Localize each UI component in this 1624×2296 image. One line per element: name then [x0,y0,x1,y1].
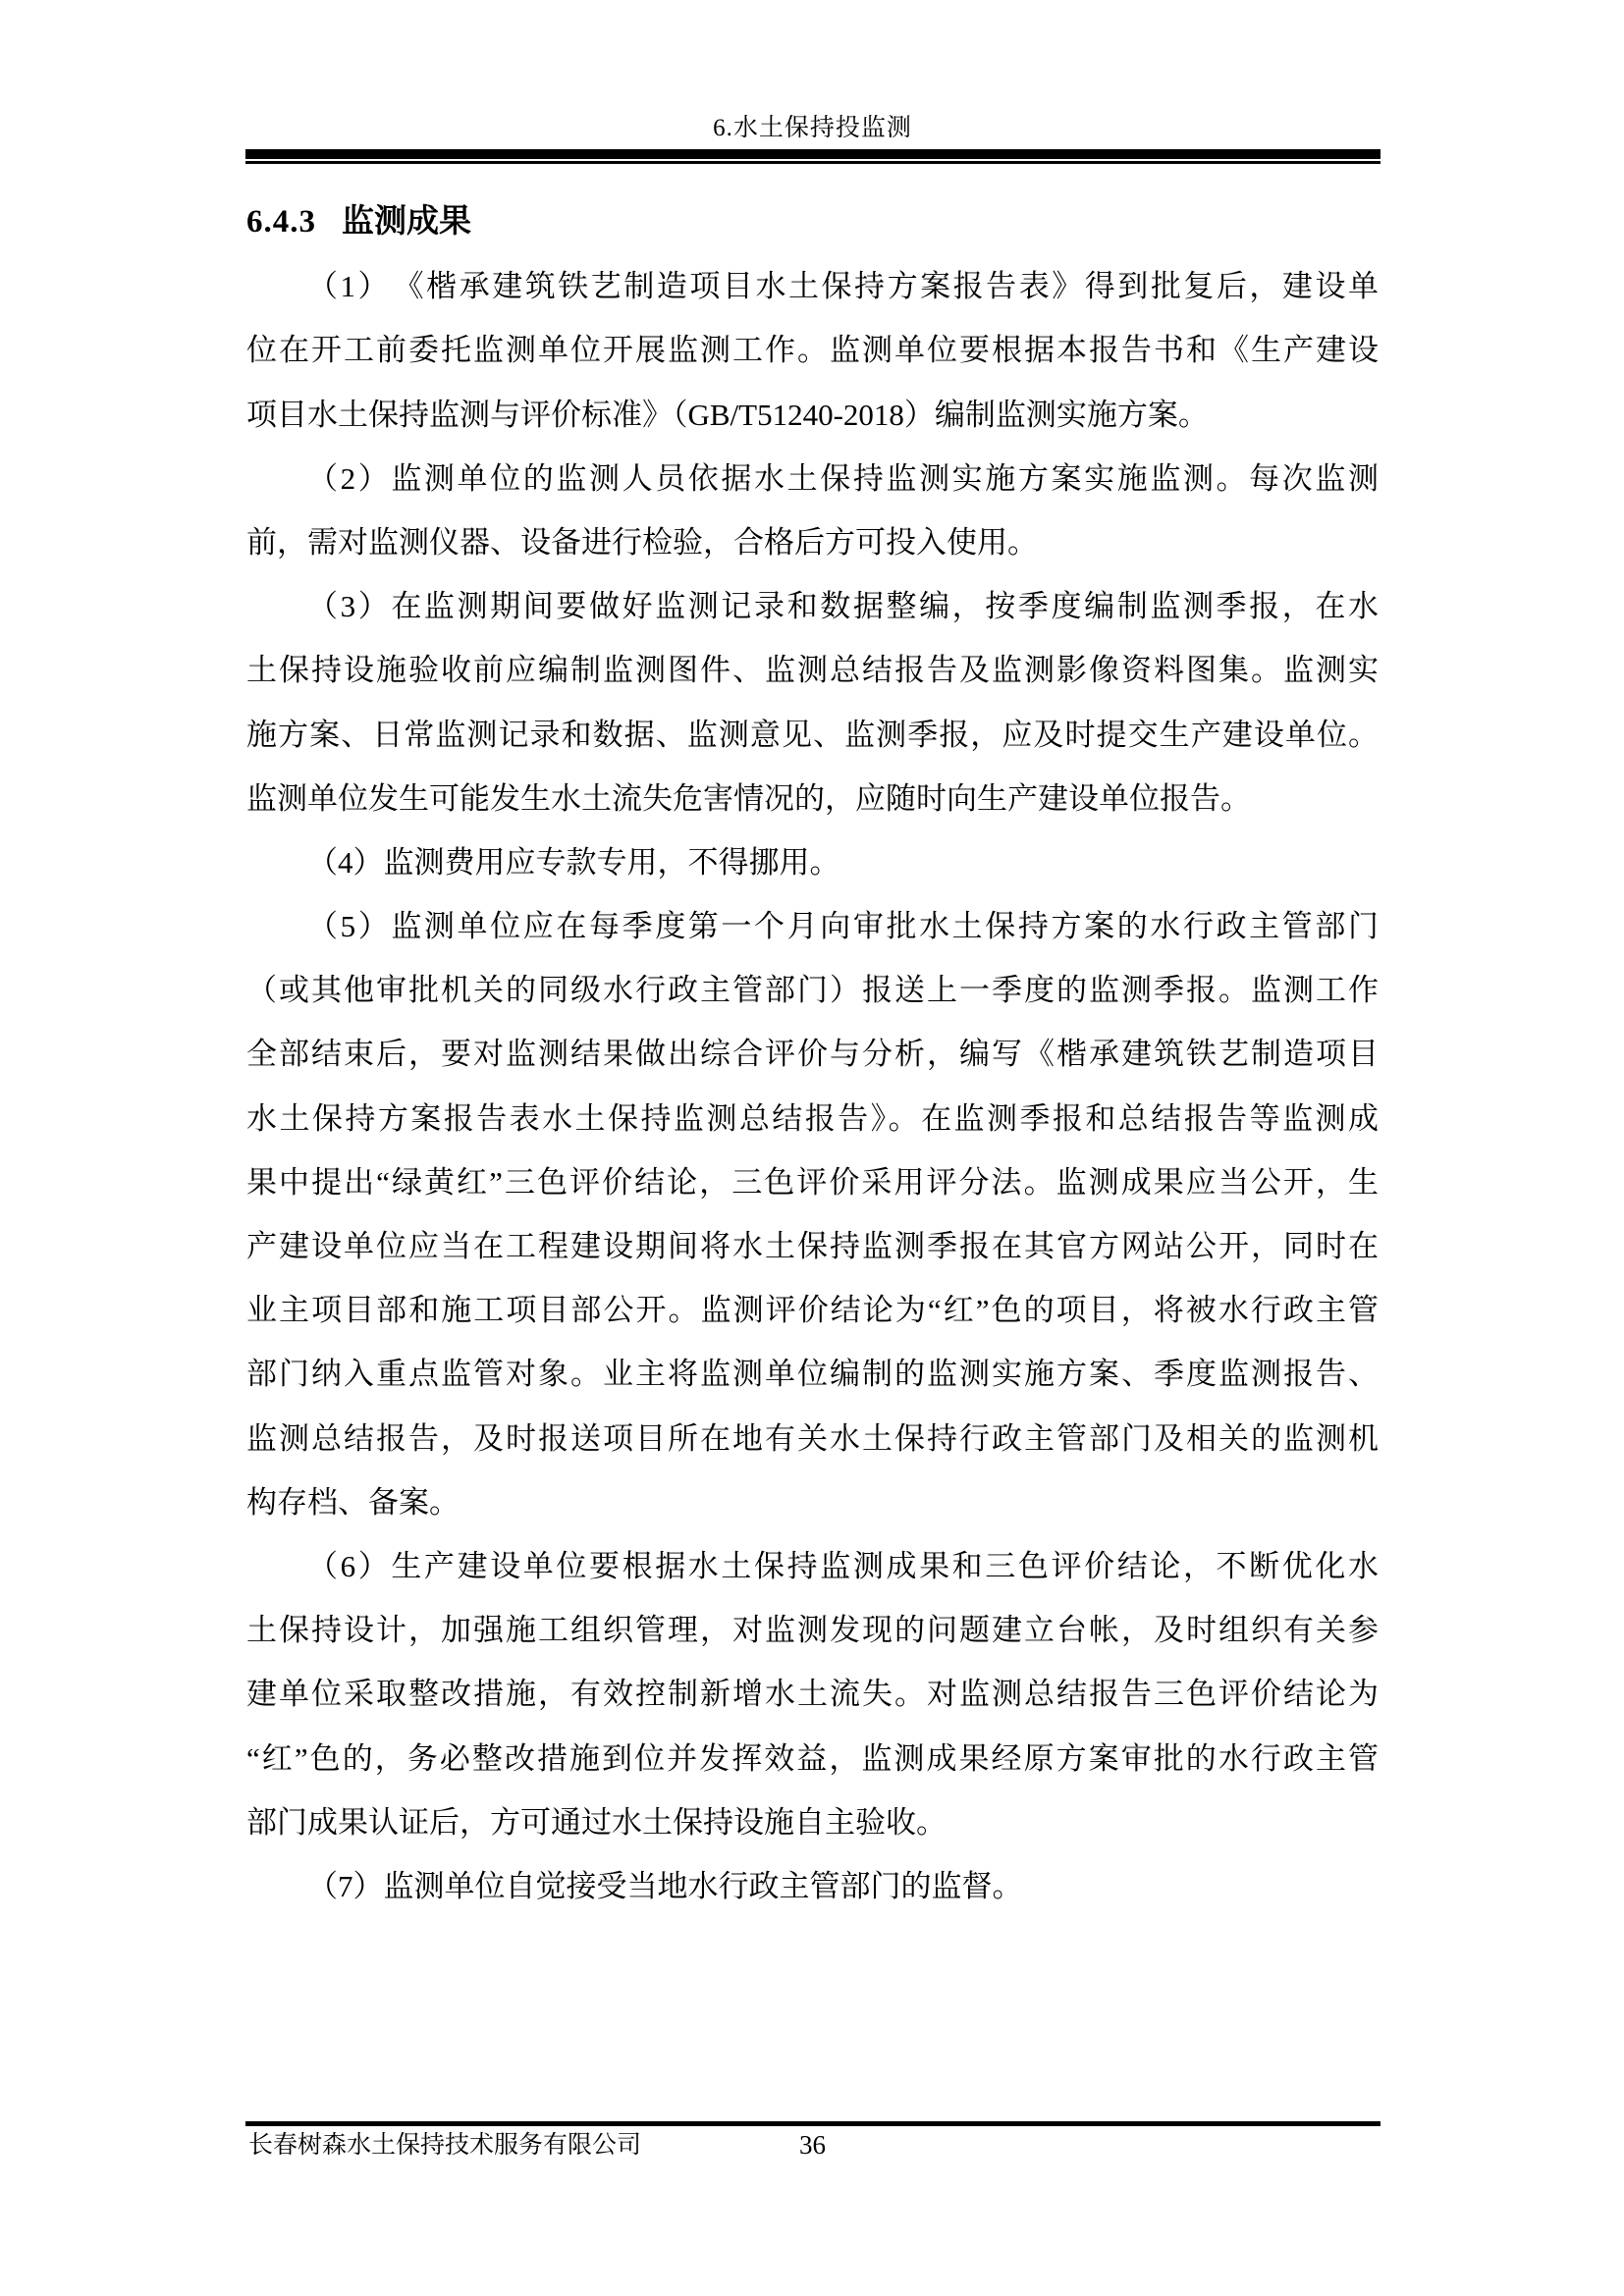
paragraph-1-line-2: 位在开工前委托监测单位开展监测工作。监测单位要根据本报告书和《生产建设 [246,333,1379,368]
footer-rule [245,2121,1380,2126]
paragraph-3-line-2: 土保持设施验收前应编制监测图件、监测总结报告及监测影像资料图集。监测实 [246,653,1379,688]
paragraph-6-line-1: （6）生产建设单位要根据水土保持监测成果和三色评价结论，不断优化水 [307,1548,1379,1583]
paragraph-5-line-5: 果中提出“绿黄红”三色评价结论，三色评价采用评分法。监测成果应当公开，生 [246,1164,1379,1200]
paragraph-5-line-6: 产建设单位应当在工程建设期间将水土保持监测季报在其官方网站公开，同时在 [246,1229,1379,1263]
paragraph-3-line-4: 监测单位发生可能发生水土流失危害情况的，应随时向生产建设单位报告。 [246,780,1251,816]
paragraph-5-line-7: 业主项目部和施工项目部公开。监测评价结论为“红”色的项目，将被水行政主管 [246,1293,1379,1328]
section-heading [246,190,1379,254]
paragraph-5-line-4: 水土保持方案报告表水土保持监测总结报告》。在监测季报和总结报告等监测成 [246,1100,1379,1136]
paragraph-5-line-9: 监测总结报告，及时报送项目所在地有关水土保持行政主管部门及相关的监测机 [246,1420,1379,1456]
paragraph-6-line-2: 土保持设计，加强施工组织管理，对监测发现的问题建立台帐，及时组织有关参 [246,1613,1379,1648]
paragraph-5-line-3: 全部结束后，要对监测结果做出综合评价与分析，编写《楷承建筑铁艺制造项目 [246,1037,1379,1072]
paragraph-2-line-2: 前，需对监测仪器、设备进行检验，合格后方可投入使用。 [246,524,1038,560]
paragraph-1-line-3: 项目水土保持监测与评价标准》（GB/T51240-2018）编制监测实施方案。 [246,397,1209,432]
header-rule-thick [245,149,1380,159]
paragraph-5-line-8: 部门纳入重点监管对象。业主将监测单位编制的监测实施方案、季度监测报告、 [246,1357,1379,1392]
paragraph-1-line-1: （1） 《楷承建筑铁艺制造项目水土保持方案报告表》得到批复后，建设单 [307,269,1379,304]
paragraph-6-line-3: 建单位采取整改措施，有效控制新增水土流失。对监测总结报告三色评价结论为 [246,1677,1379,1712]
paragraph-5-line-2: （或其他审批机关的同级水行政主管部门）报送上一季度的监测季报。监测工作 [246,973,1379,1008]
document-body [246,190,1379,1918]
paragraph-5-line-1: （5）监测单位应在每季度第一个月向审批水土保持方案的水行政主管部门 [307,909,1379,944]
paragraph-6-line-5: 部门成果认证后，方可通过水土保持设施自主验收。 [246,1804,947,1840]
paragraph-4-line-1: （4）监测费用应专款专用，不得挪用。 [307,844,840,880]
page-header-title: 6.水土保持投监测 [713,115,912,141]
paragraph-7-line-1: （7）监测单位自觉接受当地水行政主管部门的监督。 [307,1868,1023,1903]
section-heading-title: 监测成果 [342,204,471,240]
paragraph-6-line-4: “红”色的，务必整改措施到位并发挥效益，监测成果经原方案审批的水行政主管 [246,1740,1379,1776]
paragraph-5-line-10: 构存档、备案。 [246,1484,460,1520]
header-rule-thin [245,161,1380,164]
footer-page-number: 36 [799,2130,826,2160]
paragraph-3-line-3: 施方案、日常监测记录和数据、监测意见、监测季报，应及时提交生产建设单位。 [246,717,1379,752]
section-heading-number: 6.4.3 [246,204,316,240]
paragraph-3-line-1: （3）在监测期间要做好监测记录和数据整编，按季度编制监测季报，在水 [307,589,1379,624]
paragraph-2-line-1: （2）监测单位的监测人员依据水土保持监测实施方案实施监测。每次监测 [307,460,1379,496]
footer-company-name: 长春树森水土保持技术服务有限公司 [248,2132,642,2159]
